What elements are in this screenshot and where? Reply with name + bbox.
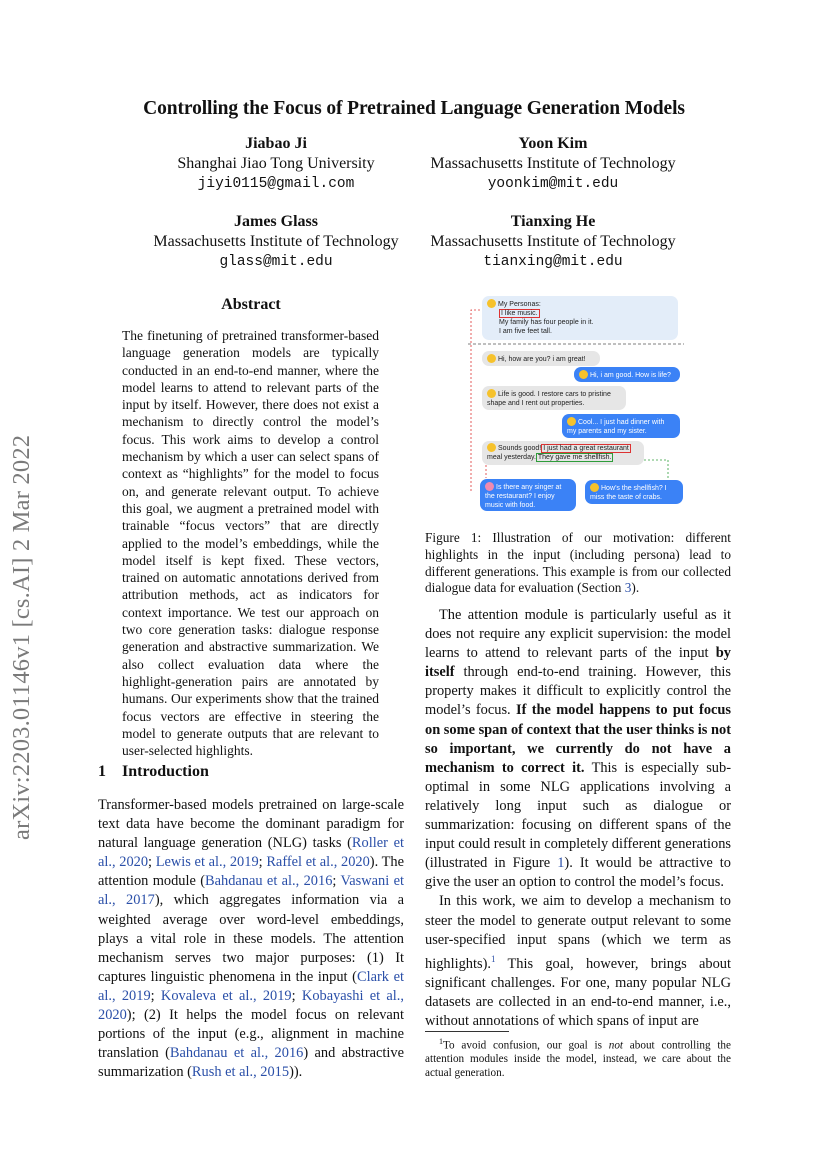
intro-right-column <box>425 606 731 1031</box>
author-name: James Glass <box>234 213 318 230</box>
arxiv-identifier: arXiv:2203.01146v1 [cs.AI] 2 Mar 2022 <box>8 434 35 840</box>
chat-bubble: Cool... I just had dinner with my parents and my sister. <box>562 414 680 438</box>
face-emoji-icon <box>487 389 496 398</box>
footnote-divider <box>425 1031 509 1032</box>
face-emoji-icon <box>487 443 496 452</box>
citation-link[interactable]: Bahdanau et al., 2016 <box>169 1045 304 1062</box>
author-email: yoonkim@mit.edu <box>487 176 619 192</box>
response-bubble-green: How’s the shellfish? I miss the taste of crabs. <box>585 480 683 504</box>
citation-link[interactable]: Kovaleva et al., 2019 <box>160 987 292 1004</box>
figure-1-caption: Figure 1: Illustration of our motivation: different highlights in the input (including persona) lead to different generations. This example is from our collected dialogue data for evaluation (Section 3). <box>425 530 731 596</box>
author-affiliation: Massachusetts Institute of Technology <box>153 233 399 250</box>
paper-title: Controlling the Focus of Pretrained Language Generation Models <box>143 98 685 119</box>
chat-bubble: Hi, how are you? i am great! <box>482 351 600 366</box>
author-email: tianxing@mit.edu <box>483 254 623 270</box>
chat-bubble: Life is good. I restore cars to pristine shape and I rent out properties. <box>482 386 626 410</box>
author-affiliation: Massachusetts Institute of Technology <box>430 155 676 172</box>
section-title: Introduction <box>122 763 209 780</box>
author-email: glass@mit.edu <box>219 254 333 270</box>
face-emoji-icon <box>590 483 599 492</box>
author-name: Tianxing He <box>510 213 596 230</box>
abstract-body: The finetuning of pretrained transformer-based language generation models are typically conducted in an end-to-end manner, where the model learns to attend to relevant parts of the input by itself. However, there does not exist a mechanism to directly control the model’s focus. This work aims to develop a control mechanism by which a user can select spans of context as “highlights” for the model to focus on, and generate relevant output. To achieve this goal, we augment a pretrained model with trainable “focus vectors” that are directly applied to the model’s embeddings, while the model itself is kept fixed. These vectors, trained on automatic annotations derived from attribution methods, act as indicators for context importance. We test our approach on two core generation tasks: dialogue response generation and abstractive summarization. We also collect evaluation data where the highlight-generation pairs are annotated by humans. Our experiments show that the trained focus vectors are effective in steering the model to generate outputs that are relevant to user-selected highlights. <box>122 328 379 759</box>
author-block <box>413 212 693 272</box>
figure-1-dialogue-illustration <box>468 293 684 515</box>
author-affiliation: Shanghai Jiao Tong University <box>177 155 375 172</box>
response-bubble-red: Is there any singer at the restaurant? I enjoy music with food. <box>480 479 576 511</box>
face-emoji-icon <box>485 482 494 491</box>
intro-paragraph-1: Transformer-based models pretrained on large-scale text data have become the dominant paradigm for natural language generation (NLG) tasks (Roller et al., 2020; Lewis et al., 2019; Raffel et al., 2020). The attention module (Bahdanau et al., 2016; Vaswani et al., 2017), which aggregates information via a weighted average over word-level embeddings, plays a vital role in these models. The attention mechanism serves two major purposes: (1) It captures linguistic phenomena in the input (Clark et al., 2019; Kovaleva et al., 2019; Kobayashi et al., 2020); (2) It helps the model focus on relevant portions of the input (e.g., alignment in machine translation (Bahdanau et al., 2016) and abstractive summarization (Rush et al., 2015)). <box>98 797 404 1081</box>
author-block <box>136 212 416 272</box>
citation-link[interactable]: Roller et al., 2020 <box>98 835 404 871</box>
face-emoji-icon <box>579 370 588 379</box>
footnote: $^1$To avoid confusion, our goal is not about controlling the attention modules inside the model, instead, we care about the actual generation. <box>425 1037 731 1079</box>
section-number: 1 <box>98 763 106 780</box>
citation-link[interactable]: Vaswani et al., 2017 <box>98 873 404 909</box>
citation-link[interactable]: Lewis et al., 2019 <box>155 854 259 871</box>
citation-link[interactable]: Clark et al., 2019 <box>98 968 404 1004</box>
chat-bubble: Hi, i am good. How is life? <box>574 367 680 382</box>
chat-bubble: Sounds good! I just had a great restaurant meal yesterday. They gave me shellfish. <box>482 441 644 465</box>
face-emoji-icon <box>487 299 496 308</box>
intro-paragraph-2: The attention module is particularly useful as it does not require any explicit supervision: the model learns to attend to relevant parts of the input by itself through end-to-end training. However, this property makes it difficult to explicitly control the model’s focus. If the model happens to put focus on some span of context that the user thinks is not so important, we currently do not have a mechanism to correct it. This is especially sub-optimal in some NLG applications involving a relatively long input such as dialogue or summarization: focusing on different spans of the input could result in completely different generations (illustrated in Figure 1). It would be attractive to give the user an option to control the model’s focus. <box>425 607 732 891</box>
citation-link[interactable]: Kobayashi et al., 2020 <box>98 987 404 1024</box>
author-block <box>136 134 416 194</box>
persona-bubble: My Personas: I like music. My family has four people in it. I am five feet tall. <box>482 296 678 340</box>
author-name: Jiabao Ji <box>245 135 307 152</box>
author-name: Yoon Kim <box>518 135 588 152</box>
citation-link[interactable]: Raffel et al., 2020 <box>266 854 370 871</box>
author-affiliation: Massachusetts Institute of Technology <box>430 233 676 250</box>
section-heading <box>98 763 209 781</box>
face-emoji-icon <box>487 354 496 363</box>
face-emoji-icon <box>567 417 576 426</box>
footnote-marker[interactable]: 1 <box>490 953 496 964</box>
section-ref-link[interactable]: 3 <box>624 580 632 596</box>
author-email: jiyi0115@gmail.com <box>197 176 355 192</box>
figure-ref-link[interactable]: 1 <box>557 855 565 872</box>
citation-link[interactable]: Bahdanau et al., 2016 <box>205 873 333 890</box>
abstract-heading: Abstract <box>221 296 281 313</box>
intro-paragraph-3: In this work, we aim to develop a mechanism to steer the model to generate output relevant to some user-specified input spans (which we term as highlights).$^1$ This goal, however, brings about significant challenges. For one, many popular NLG datasets are collected in an end-to-end manner, i.e., without annotations of which spans of input are <box>425 893 731 1029</box>
author-block <box>413 134 693 194</box>
citation-link[interactable]: Rush et al., 2015 <box>191 1064 290 1081</box>
